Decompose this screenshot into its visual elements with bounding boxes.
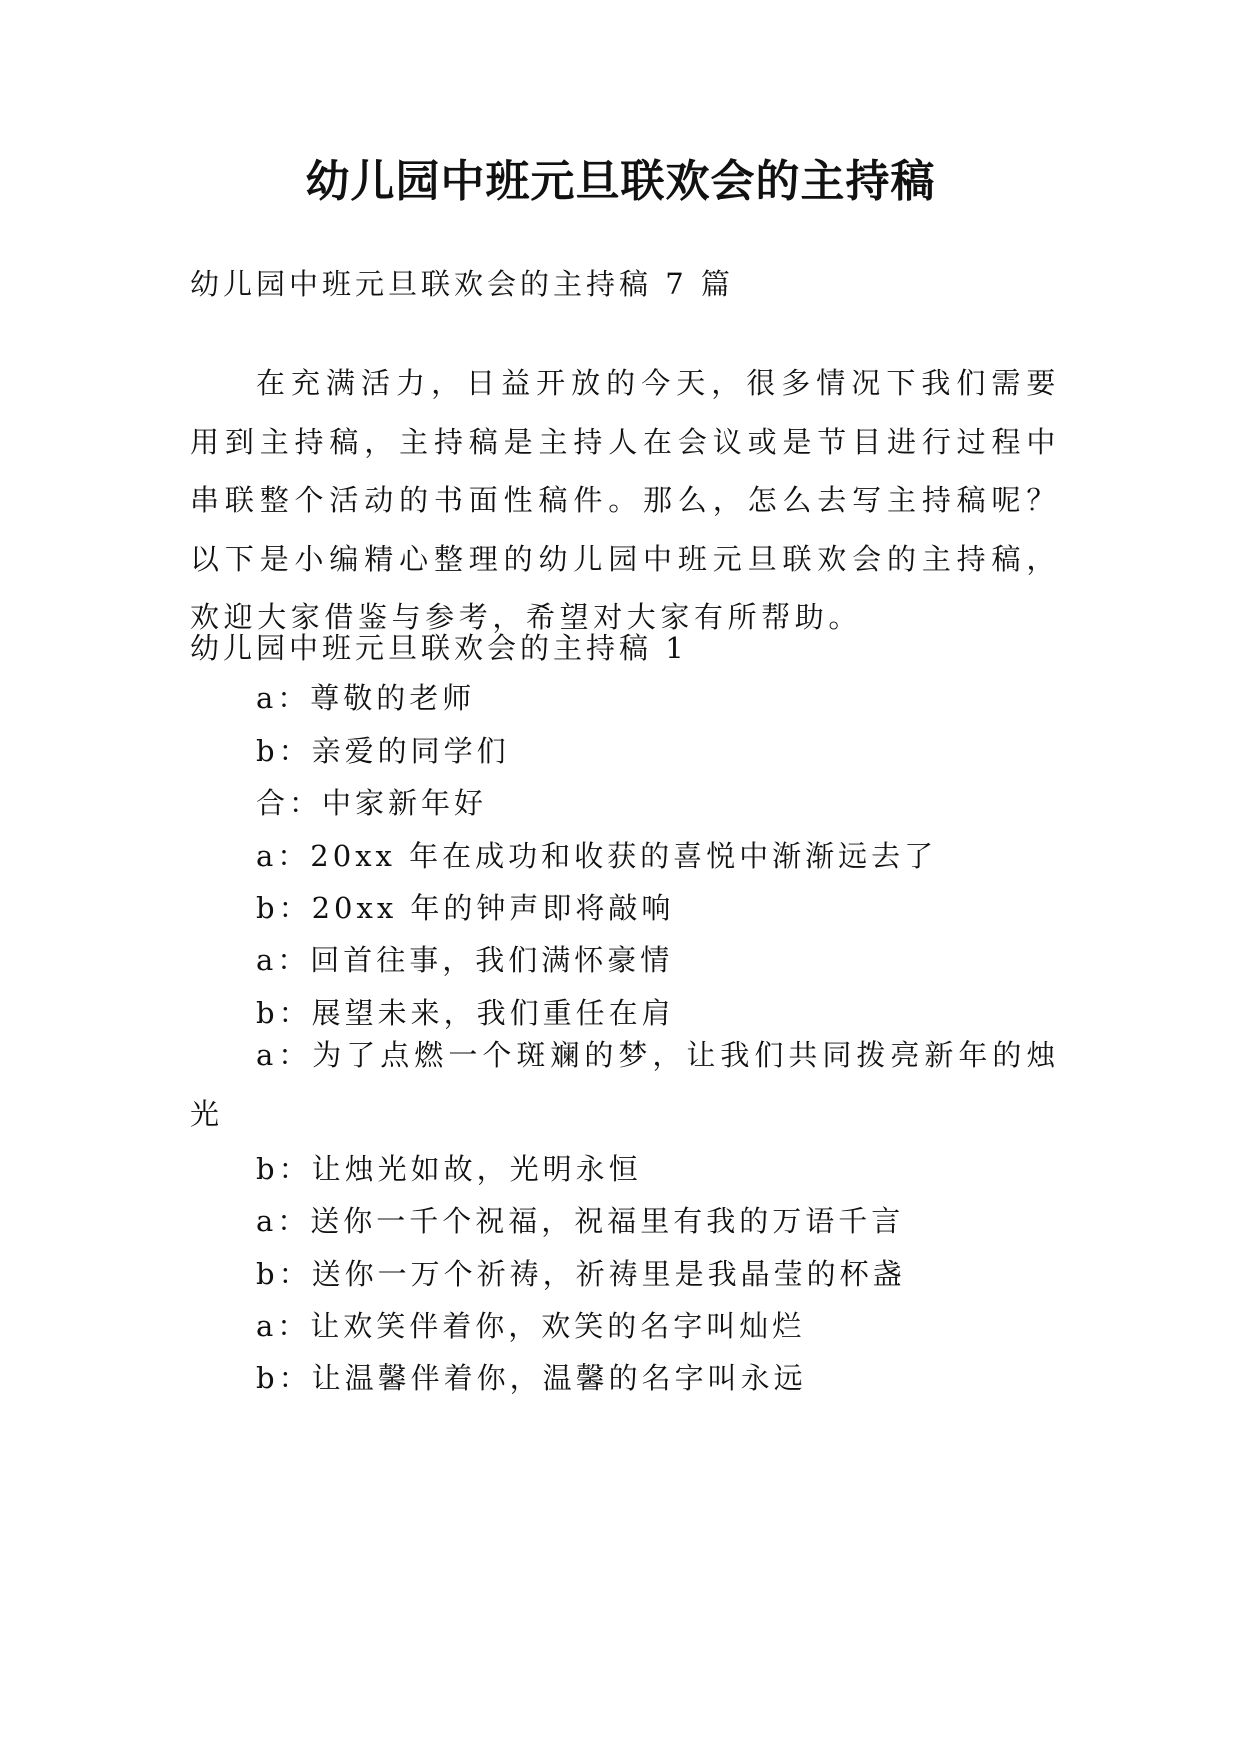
- document-subtitle: 幼儿园中班元旦联欢会的主持稿 7 篇: [190, 267, 734, 301]
- dialogue-line: b：展望未来，我们重任在肩: [256, 996, 675, 1030]
- section-heading: 幼儿园中班元旦联欢会的主持稿 1: [190, 631, 688, 665]
- dialogue-line: b：亲爱的同学们: [256, 734, 510, 768]
- dialogue-line: b：送你一万个祈祷，祈祷里是我晶莹的杯盏: [256, 1257, 906, 1291]
- dialogue-line: a：尊敬的老师: [256, 681, 476, 715]
- dialogue-line: a：20xx 年在成功和收获的喜悦中渐渐远去了: [256, 839, 938, 873]
- dialogue-line: 合：中家新年好: [256, 786, 488, 820]
- dialogue-line: a：送你一千个祝福，祝福里有我的万语千言: [256, 1204, 905, 1238]
- dialogue-line: a：让欢笑伴着你，欢笑的名字叫灿烂: [256, 1309, 806, 1343]
- document-title: 幼儿园中班元旦联欢会的主持稿: [305, 156, 936, 207]
- dialogue-line: b：20xx 年的钟声即将敲响: [256, 891, 675, 925]
- dialogue-line-wrapped: a：为了点燃一个斑斓的梦，让我们共同拨亮新年的烛光: [190, 1038, 1060, 1131]
- intro-paragraph: 在充满活力，日益开放的今天，很多情况下我们需要用到主持稿，主持稿是主持人在会议或是节目进行过程中串联整个活动的书面性稿件。那么，怎么去写主持稿呢？以下是小编精心整理的幼儿园中班元旦联欢会的主持稿，欢迎大家借鉴与参考，希望对大家有所帮助。: [190, 366, 1060, 634]
- dialogue-line: a：回首往事，我们满怀豪情: [256, 943, 674, 977]
- dialogue-line: b：让温馨伴着你，温馨的名字叫永远: [256, 1361, 807, 1395]
- dialogue-line: b：让烛光如故，光明永恒: [256, 1152, 642, 1186]
